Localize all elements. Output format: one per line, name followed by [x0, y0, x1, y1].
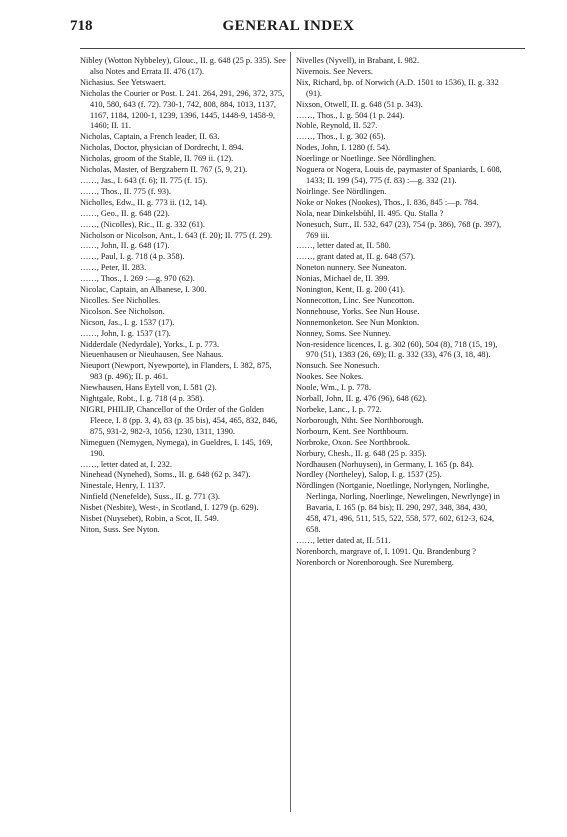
- index-entry: ……, Jas., I. 643 (f. 6); II. 775 (f. 15).: [80, 175, 208, 185]
- index-entry: Niton, Suss. See Nyton.: [80, 524, 160, 534]
- index-entry: Nivelles (Nyvell), in Brabant, I. 982.: [296, 56, 420, 65]
- index-entry: ……, Geo., II. g. 648 (22).: [80, 208, 170, 218]
- index-entry: Noke or Nokes (Nookes), Thos., I. 836, 845 :—p. 784.: [296, 197, 479, 207]
- index-entry: Nidderdale (Nedyrdale), Yorks., I. p. 773.: [80, 339, 220, 349]
- index-entry: NIGRI, PHILIP, Chancellor of the Order of the Golden Fleece, I. 8 (pp. 3, 4), 83 (p. 35 bis), 454, 465, 832, 846, 875, 931-2, 982-3, 1056, 1230, 1311, 1390.: [80, 405, 278, 436]
- index-entry: ……, Thos., I. g. 302 (65).: [296, 132, 386, 142]
- index-entry: Norborough, Ntht. See Northborough.: [296, 415, 424, 425]
- index-entry: Nightgale, Robt., I. g. 718 (4 p. 358).: [80, 394, 205, 404]
- index-entry: ……, letter dated at, II. 580.: [296, 241, 391, 251]
- index-entry: Norbeke, Lanc., I. p. 772.: [296, 405, 382, 414]
- index-entry: ……, John, I. g. 1537 (17).: [80, 328, 171, 338]
- index-entry: ……, Thos., I. 269 :—g. 970 (62).: [80, 274, 195, 284]
- index-entry: Nonnemonketon. See Nun Monkton.: [296, 317, 420, 327]
- index-entry: Nixson, Otwell, II. g. 648 (51 p. 343).: [296, 99, 423, 109]
- index-entry: Nonesuch, Surr., II. 532, 647 (23), 754 (p. 386), 768 (p. 397), 769 iii.: [296, 219, 502, 240]
- index-entry: ……, Paul, I. g. 718 (4 p. 358).: [80, 252, 185, 262]
- index-entry: Nonington, Kent, II. g. 200 (41).: [296, 285, 405, 295]
- column-divider: [290, 52, 291, 812]
- index-entry: Nicson, Jas., I. g. 1537 (17).: [80, 317, 175, 327]
- index-entry: ……, letter dated at, II. 511.: [296, 535, 391, 545]
- index-entry: Norbourn, Kent. See Northbourn.: [296, 426, 409, 436]
- index-entry: Nordhausen (Norhuysen), in Germany, I. 165 (p. 84).: [296, 459, 474, 469]
- index-entry: Norenborch, margrave of, I. 1091. Qu. Brandenburg ?: [296, 546, 476, 556]
- index-entry: Nonnehouse, Yorks. See Nun House.: [296, 306, 420, 316]
- left-column: [80, 56, 286, 536]
- index-entry: Nookes. See Nokes.: [296, 372, 364, 382]
- index-entry: Nicholles, Edw., II. g. 773 ii. (12, 14).: [80, 197, 208, 207]
- index-entry: Nieuport (Newport, Nyewporte), in Flanders, I. 382, 875, 983 (p. 496); II. p. 461.: [80, 361, 272, 382]
- index-entry: Nonnecotton, Linc. See Nuncotton.: [296, 295, 415, 305]
- index-entry: Nivernois. See Nevers.: [296, 66, 373, 76]
- index-entry: Niewhausen, Hans Eytell von, I. 581 (2).: [80, 383, 217, 393]
- index-entry: Nibley (Wotton Nybbeley), Glouc., II. g. 648 (25 p. 335). See also Notes and Errata II. 476 (17).: [80, 56, 286, 76]
- index-entry: Nicholson or Nicolson, Ant., I. 643 (f. 20); II. 775 (f. 29).: [80, 230, 273, 240]
- index-entry: Nodes, John, I. 1280 (f. 54).: [296, 143, 391, 153]
- index-entry: Noble, Reynold, II. 527.: [296, 121, 378, 131]
- index-entry: Nieuenhausen or Nieuhausen. See Nahaus.: [80, 350, 224, 360]
- index-entry: Nix, Richard, bp. of Norwich (A.D. 1501 to 1536), II. g. 332 (91).: [296, 77, 499, 98]
- index-entry: ……, letter dated at, I. 232.: [80, 459, 172, 469]
- index-entry: Nonney, Soms. See Nunney.: [296, 328, 391, 338]
- index-entry: Nisbet (Nesbite), West-, in Scotland, I. 1279 (p. 629).: [80, 503, 259, 513]
- index-entry: Nicholas, groom of the Stable, II. 769 ii. (12).: [80, 154, 234, 164]
- index-entry: Nicholas, Captain, a French leader, II. 63.: [80, 132, 220, 142]
- index-entry: Nonsuch. See Nonesuch.: [296, 361, 380, 371]
- index-entry: Norball, John, II. g. 476 (96), 648 (62).: [296, 394, 427, 404]
- index-entry: Non-residence licences, I. g. 302 (60), 504 (8), 718 (15, 19), 970 (51), 1383 (26, 69); II. g. 332 (33), 476 (3, 18, 48).: [296, 339, 498, 360]
- index-entry: Noirlinge. See Nördlingen.: [296, 186, 387, 196]
- right-column: [296, 56, 502, 569]
- page-header: [70, 18, 507, 40]
- index-entry: ……, grant dated at, II. g. 648 (57).: [296, 252, 416, 262]
- index-entry: Nicolles. See Nicholles.: [80, 295, 161, 305]
- index-entry: Noguera or Nogera, Louis de, paymaster of Spaniards, I. 608, 1433; II. 199 (54), 775 (f. 83) :—g. 332 (21).: [296, 165, 502, 185]
- index-entry: ……, (Nicolles), Ric., II. g. 332 (61).: [80, 219, 205, 229]
- index-entry: Nördlingen (Nortganie, Noetlinge, Norlyngen, Norlinghe, Nerlinga, Norling, Noerlinge, Newelingen, Newrlynge) in Bavaria, I. 165 (p. 84 bis); II. 290, 297, 348, 384, 430, 458, 471, 496, 511, 515, 522, 558, 577, 602, 612-3, 624, 658.: [296, 481, 500, 534]
- index-entry: Noneton nunnery. See Nuneaton.: [296, 263, 407, 273]
- index-entry: Nimeguen (Nemygen, Nymega), in Gueldres, I. 145, 169, 190.: [80, 437, 273, 458]
- page-number: 718: [70, 18, 93, 34]
- index-entry: ……, John, II. g. 648 (17).: [80, 241, 170, 251]
- index-entry: Nonias, Michael de, II. 399.: [296, 274, 390, 284]
- index-entry: Norenborch or Norenborough. See Nuremberg.: [296, 557, 454, 567]
- index-entry: Noerlinge or Noetlinge. See Nördlinghen.: [296, 154, 436, 164]
- index-entry: Nicolac, Captain, an Albanese, I. 300.: [80, 285, 207, 295]
- index-entry: ……, Peter, II. 283.: [80, 263, 147, 273]
- index-entry: Nola, near Dinkelsbühl, II. 495. Qu. Stalla ?: [296, 208, 444, 218]
- index-entry: Nichasius. See Yetswaert.: [80, 77, 166, 87]
- index-entry: Ninehead (Nynehed), Soms., II. g. 648 (62 p. 347).: [80, 470, 251, 480]
- index-entry: Noole, Wm., I. p. 778.: [296, 383, 371, 393]
- index-entry: Nicolson. See Nicholson.: [80, 306, 165, 316]
- index-entry: Nicholas, Master, of Bergzabern II. 767 (5, 9, 21).: [80, 165, 248, 175]
- index-entry: Norbroke, Oxon. See Northbrook.: [296, 437, 411, 447]
- index-entry: Ninestale, Henry, I. 1137.: [80, 481, 166, 491]
- page-title: GENERAL INDEX: [222, 18, 355, 34]
- index-entry: Nisbet (Nuysebet), Robin, a Scot, II. 549.: [80, 514, 219, 524]
- index-entry: ……, Thos., I. g. 504 (1 p. 244).: [296, 110, 405, 120]
- index-entry: Nicholas, Doctor, physician of Dordrecht, I. 894.: [80, 143, 244, 153]
- index-entry: ……, Thos., II. 775 (f. 93).: [80, 186, 171, 196]
- index-entry: Norbury, Chesh., II. g. 648 (25 p. 335).: [296, 448, 427, 458]
- header-rule: [80, 48, 525, 49]
- index-entry: Ninfield (Nenefelde), Suss., II. g. 771 (3).: [80, 492, 220, 502]
- index-entry: Nordley (Northeley), Salop, I. g. 1537 (25).: [296, 470, 442, 480]
- index-entry: Nicholas the Courier or Post. I. 241. 264, 291, 296, 372, 375, 410, 580, 643 (f. 72). 730-1, 742, 808, 884, 1013, 1137, 1167, 1184, 1200-1, 1239, 1396, 1445, 1448-9, 1458-9, 1460; II. 11.: [80, 88, 285, 131]
